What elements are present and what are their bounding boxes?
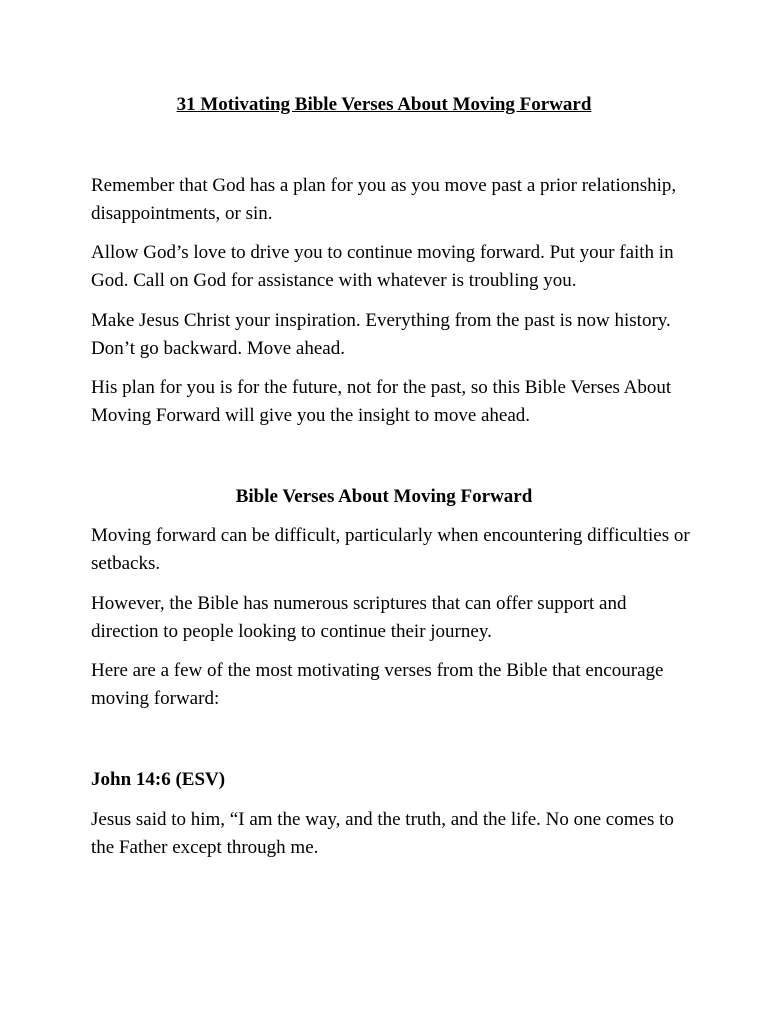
- section-paragraph-3: Here are a few of the most motivating verses from the Bible that encourage moving forward:: [91, 660, 664, 709]
- intro-paragraph-1: Remember that God has a plan for you as you move past a prior relationship, disappointments, or sin.: [91, 175, 677, 224]
- section-paragraph-2: However, the Bible has numerous scriptures that can offer support and direction to people looking to continue their journey.: [91, 593, 627, 642]
- section-heading: Bible Verses About Moving Forward: [235, 486, 533, 507]
- intro-paragraph-4: His plan for you is for the future, not for the past, so this Bible Verses About Moving Forward will give you the insight to move ahead.: [91, 377, 672, 426]
- verse-text: Jesus said to him, “I am the way, and the truth, and the life. No one comes to the Father except through me.: [91, 809, 674, 858]
- section-paragraph-1: Moving forward can be difficult, particularly when encountering difficulties or setbacks.: [91, 525, 690, 574]
- intro-paragraph-3: Make Jesus Christ your inspiration. Everything from the past is now history. Don’t go backward. Move ahead.: [91, 310, 671, 359]
- intro-paragraph-2: Allow God’s love to drive you to continue moving forward. Put your faith in God. Call on God for assistance with whatever is troubling you.: [91, 242, 674, 291]
- document-title: 31 Motivating Bible Verses About Moving Forward: [176, 94, 592, 115]
- verse-reference: John 14:6 (ESV): [91, 769, 226, 790]
